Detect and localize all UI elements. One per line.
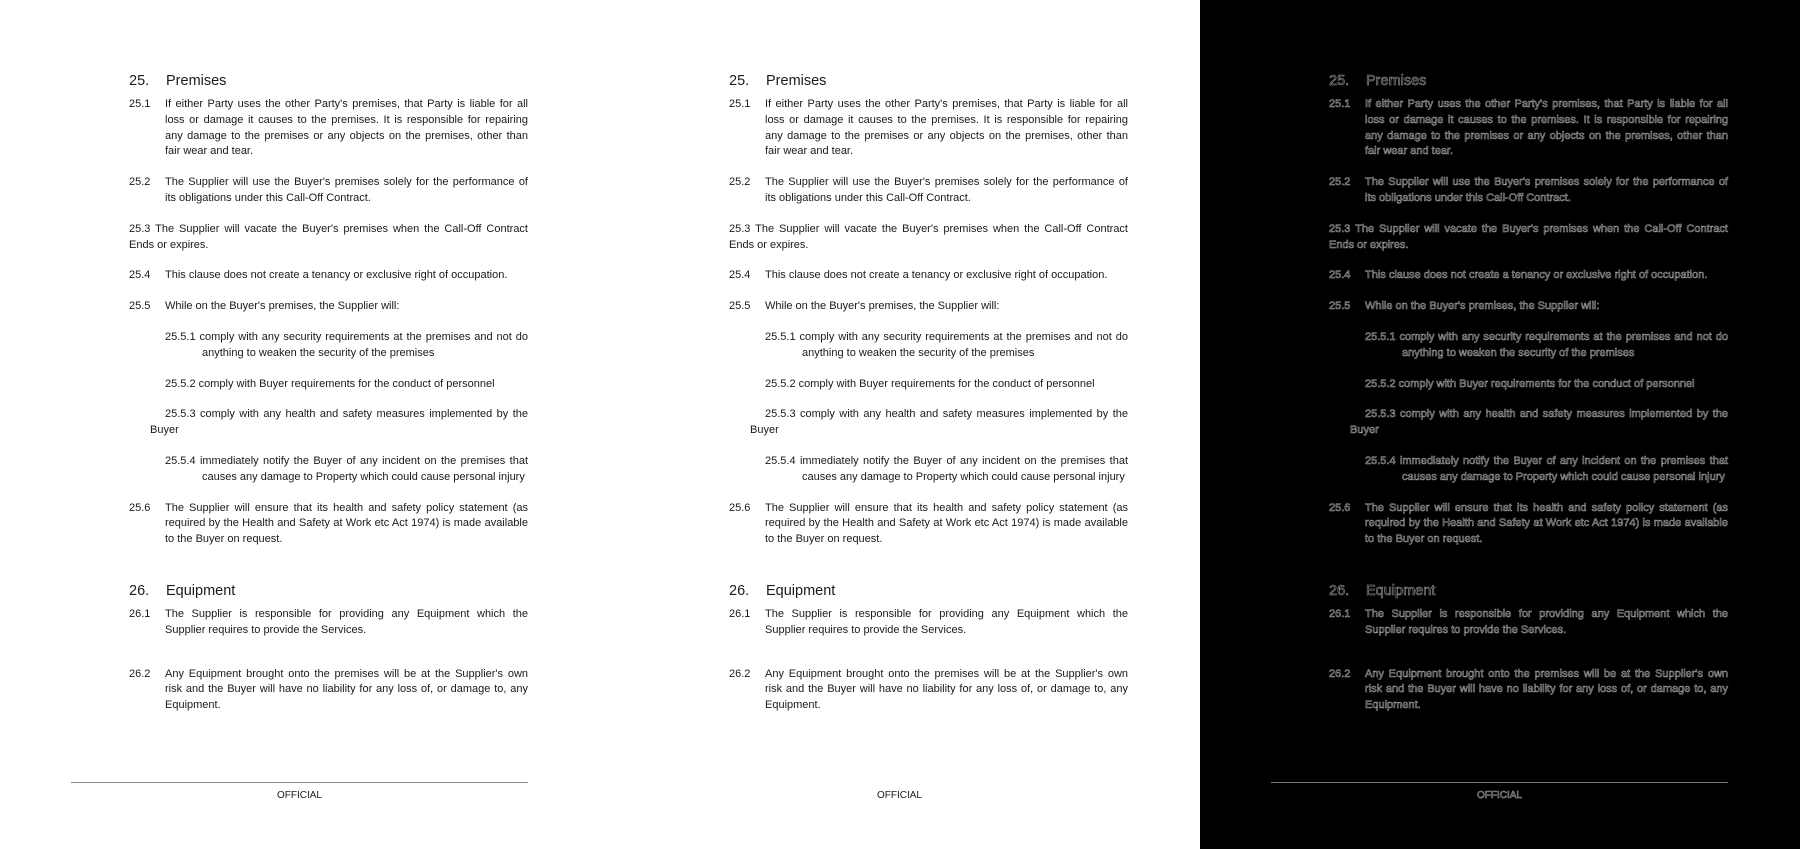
clause-26-2: 26.2 Any Equipment brought onto the premises will be at the Supplier's own risk and the Buyer will have no liability for any loss of, or damage to, any Equipment. [129, 667, 528, 712]
clause-25-5-2: 25.5.2 comply with Buyer requirements for the conduct of personnel [765, 377, 1095, 390]
clause-25-5-1: 25.5.1 comply with any security requirements at the premises and not do anything to weaken the security of the premises [165, 330, 528, 359]
clause-25-5-4: 25.5.4 immediately notify the Buyer of any incident on the premises that causes any damage to Property which could cause personal injury [1365, 454, 1728, 483]
clause-25-5-3: 25.5.3 comply with any health and safety measures implemented by the Buyer [750, 408, 1128, 437]
clause-25-5-1: 25.5.1 comply with any security requirements at the premises and not do anything to weaken the security of the premises [765, 330, 1128, 359]
clause-25-5: 25.5 While on the Buyer's premises, the Supplier will: [729, 300, 1000, 313]
clause-25-1: 25.1 If either Party uses the other Party's premises, that Party is liable for all loss or damage it causes to the premises. It is responsible for repairing any damage to the premises or any objects on the premises, other than fair wear and tear. [1329, 98, 1728, 158]
document-page-3-dark [1200, 0, 1800, 849]
clause-25-5: 25.5 While on the Buyer's premises, the Supplier will: [1329, 300, 1600, 313]
footer-label: OFFICIAL [276, 790, 322, 801]
clause-26-1: 26.1 The Supplier is responsible for providing any Equipment which the Supplier requires to provide the Services. [129, 607, 528, 636]
clause-25-1: 25.1 If either Party uses the other Party's premises, that Party is liable for all loss or damage it causes to the premises. It is responsible for repairing any damage to the premises or any objects on the premises, other than fair wear and tear. [129, 98, 528, 158]
clause-25-1: 25.1 If either Party uses the other Party's premises, that Party is liable for all loss or damage it causes to the premises. It is responsible for repairing any damage to the premises or any objects on the premises, other than fair wear and tear. [729, 98, 1128, 158]
footer-divider [71, 782, 528, 783]
section-heading: 26. Equipment [729, 582, 836, 599]
clause-25-4: 25.4 This clause does not create a tenancy or exclusive right of occupation. [129, 269, 508, 282]
section-heading: 25. Premises [729, 73, 827, 89]
clause-26-2: 26.2 Any Equipment brought onto the premises will be at the Supplier's own risk and the Buyer will have no liability for any loss of, or damage to, any Equipment. [729, 667, 1128, 712]
clause-25-6: 25.6 The Supplier will ensure that its health and safety policy statement (as required by the Health and Safety at Work etc Act 1974) is made available to the Buyer on request. [129, 501, 528, 546]
footer-label: OFFICIAL [876, 790, 922, 801]
document-page-2 [600, 0, 1200, 849]
page-content [129, 72, 528, 714]
clause-25-5-4: 25.5.4 immediately notify the Buyer of any incident on the premises that causes any damage to Property which could cause personal injury [765, 454, 1128, 483]
clause-25-5-3: 25.5.3 comply with any health and safety measures implemented by the Buyer [150, 408, 528, 437]
footer-divider [1271, 782, 1728, 783]
clause-26-2: 26.2 Any Equipment brought onto the premises will be at the Supplier's own risk and the Buyer will have no liability for any loss of, or damage to, any Equipment. [1329, 667, 1728, 712]
page-content [1329, 72, 1728, 714]
clause-25-3: 25.3 The Supplier will vacate the Buyer's premises when the Call-Off Contract Ends or expires. [1329, 222, 1728, 251]
clause-26-1: 26.1 The Supplier is responsible for providing any Equipment which the Supplier requires to provide the Services. [729, 607, 1128, 636]
clause-25-5: 25.5 While on the Buyer's premises, the Supplier will: [129, 300, 400, 313]
clause-25-5-1: 25.5.1 comply with any security requirements at the premises and not do anything to weaken the security of the premises [1365, 330, 1728, 359]
clause-26-1: 26.1 The Supplier is responsible for providing any Equipment which the Supplier requires to provide the Services. [1329, 607, 1728, 636]
clause-25-3: 25.3 The Supplier will vacate the Buyer's premises when the Call-Off Contract Ends or expires. [729, 222, 1128, 251]
clause-25-5-2: 25.5.2 comply with Buyer requirements for the conduct of personnel [1365, 377, 1695, 390]
clause-25-5-2: 25.5.2 comply with Buyer requirements for the conduct of personnel [165, 377, 495, 390]
clause-25-6: 25.6 The Supplier will ensure that its health and safety policy statement (as required by the Health and Safety at Work etc Act 1974) is made available to the Buyer on request. [1329, 501, 1728, 546]
section-heading: 26. Equipment [1329, 582, 1436, 599]
page-content [729, 72, 1128, 714]
clause-25-3: 25.3 The Supplier will vacate the Buyer's premises when the Call-Off Contract Ends or expires. [129, 222, 528, 251]
clause-25-2: 25.2 The Supplier will use the Buyer's premises solely for the performance of its obligations under this Call-Off Contract. [729, 176, 1128, 204]
clause-25-4: 25.4 This clause does not create a tenancy or exclusive right of occupation. [1329, 269, 1708, 282]
document-page-1 [0, 0, 600, 849]
section-heading: 25. Premises [1329, 73, 1427, 89]
clause-25-5-4: 25.5.4 immediately notify the Buyer of any incident on the premises that causes any damage to Property which could cause personal injury [165, 454, 528, 483]
clause-25-6: 25.6 The Supplier will ensure that its health and safety policy statement (as required by the Health and Safety at Work etc Act 1974) is made available to the Buyer on request. [729, 501, 1128, 546]
clause-25-5-3: 25.5.3 comply with any health and safety measures implemented by the Buyer [1350, 408, 1728, 437]
section-heading: 26. Equipment [129, 582, 236, 599]
clause-25-4: 25.4 This clause does not create a tenancy or exclusive right of occupation. [729, 269, 1108, 282]
footer-label: OFFICIAL [1476, 790, 1522, 801]
section-heading: 25. Premises [129, 73, 227, 89]
clause-25-2: 25.2 The Supplier will use the Buyer's premises solely for the performance of its obligations under this Call-Off Contract. [1329, 176, 1728, 204]
clause-25-2: 25.2 The Supplier will use the Buyer's premises solely for the performance of its obligations under this Call-Off Contract. [129, 176, 528, 204]
